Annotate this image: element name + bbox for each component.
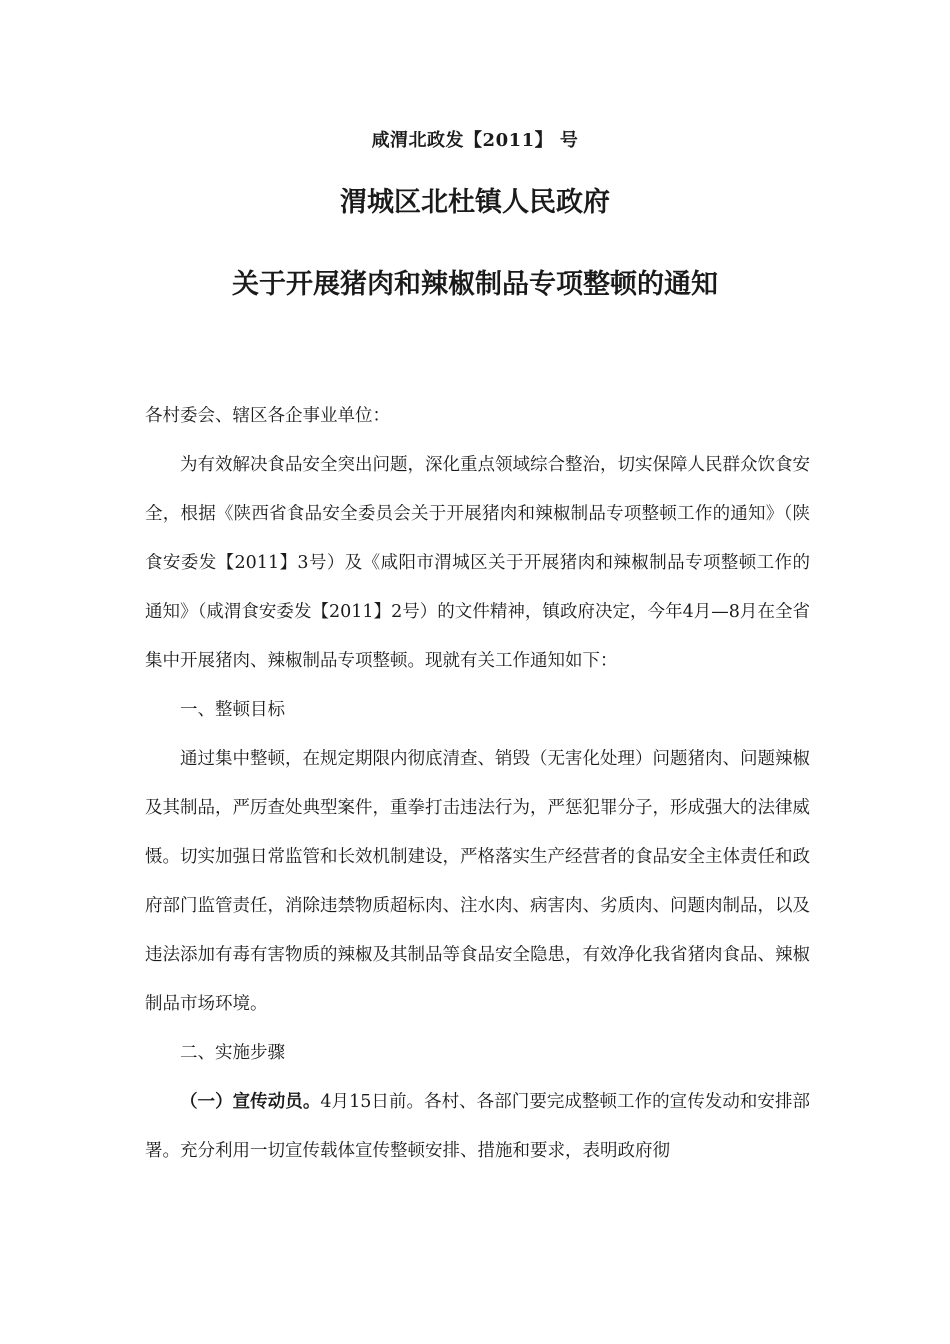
section-heading-steps: 二、实施步骤 <box>180 1043 285 1063</box>
document-number: 咸渭北政发【2011】 号 <box>371 130 579 151</box>
issuing-organization-title: 渭城区北杜镇人民政府 <box>340 187 610 218</box>
step-text-publicity: 4月15日前。各村、各部门要完成整顿工作的宣传发动和安排部署。充分利用一切宣传载体宣传整顿安排、措施和要求，表明政府彻 <box>145 1092 811 1161</box>
step-lead-publicity: （一）宣传动员。 <box>180 1092 321 1112</box>
document-body <box>145 392 810 1176</box>
section-paragraph-goals: 通过集中整顿，在规定期限内彻底清查、销毁（无害化处理）问题猪肉、问题辣椒及其制品，严厉查处典型案件，重拳打击违法行为，严惩犯罪分子，形成强大的法律威慑。切实加强日常监管和长效机制建设，严格落实生产经营者的食品安全主体责任和政府部门监管责任，消除违禁物质超标肉、注水肉、病害肉、劣质肉、问题肉制品，以及违法添加有毒有害物质的辣椒及其制品等食品安全隐患，有效净化我省猪肉食品、辣椒制品市场环境。 <box>145 749 810 1014</box>
step-paragraph-publicity <box>145 1078 810 1176</box>
section-heading-goals: 一、整顿目标 <box>180 700 285 720</box>
intro-paragraph: 为有效解决食品安全突出问题，深化重点领域综合整治，切实保障人民群众饮食安全，根据《陕西省食品安全委员会关于开展猪肉和辣椒制品专项整顿工作的通知》（陕食安委发【2011】3号）及《咸阳市渭城区关于开展猪肉和辣椒制品专项整顿工作的通知》（咸渭食安委发【2011】2号）的文件精神，镇政府决定，今年4月—8月在全省集中开展猪肉、辣椒制品专项整顿。现就有关工作通知如下： <box>145 455 810 671</box>
salutation: 各村委会、辖区各企事业单位： <box>145 406 390 426</box>
document-title: 关于开展猪肉和辣椒制品专项整顿的通知 <box>232 269 718 300</box>
